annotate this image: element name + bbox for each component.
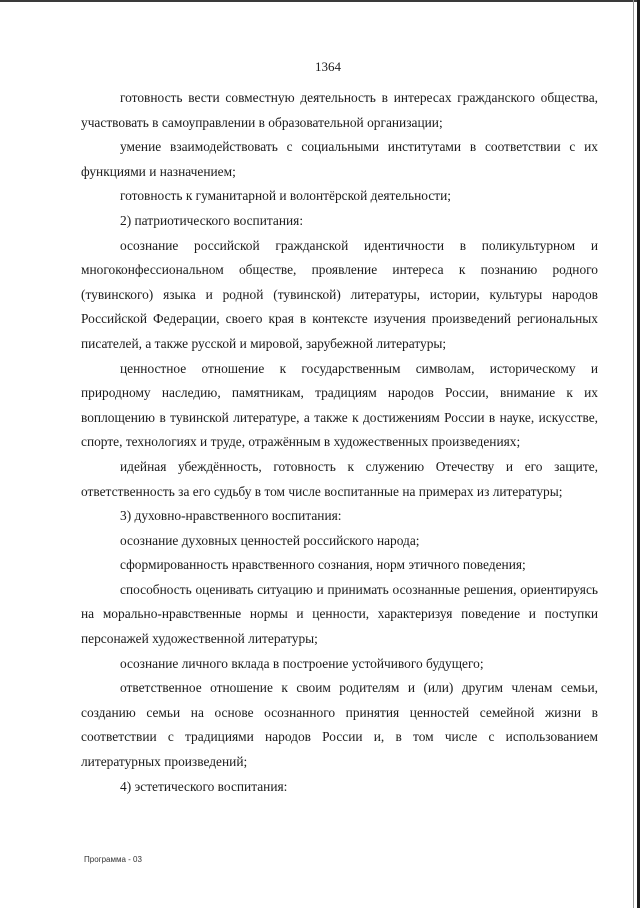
paragraph: умение взаимодействовать с социальными институтами в соответствии с их функциями и назначением; <box>81 139 598 179</box>
paragraph: готовность вести совместную деятельность в интересах гражданского общества, участвовать в самоуправлении в образовательной организации; <box>81 90 598 130</box>
paragraph: идейная убеждённость, готовность к служению Отечеству и его защите, ответственность за его судьбу в том числе воспитанные на примерах из литературы; <box>81 458 598 499</box>
scan-border-right-inner <box>633 0 634 908</box>
paragraph: способность оценивать ситуацию и принимать осознанные решения, ориентируясь на морально-нравственные нормы и ценности, характеризуя поведение и поступки персонажей художественной литературы; <box>81 581 598 647</box>
page-number: 1364 <box>315 59 341 74</box>
document-body <box>81 86 598 799</box>
paragraph: осознание личного вклада в построение устойчивого будущего; <box>120 655 484 671</box>
footer-program-code: Программа - 03 <box>84 855 142 864</box>
paragraph: ценностное отношение к государственным символам, историческому и природному наследию, памятникам, традициям народов России, внимание к их воплощению в тувинской литературе, а также к достижениям России в науке, искусстве, спорте, технологиях и труде, отражённым в художественных произведениях; <box>81 360 598 450</box>
paragraph: готовность к гуманитарной и волонтёрской деятельности; <box>120 188 452 204</box>
scan-border-top <box>0 0 640 2</box>
paragraph: осознание российской гражданской идентичности в поликультурном и многоконфессиональном обществе, проявление интереса к познанию родного (тувинского) языка и родной (тувинской) литературы, истории, культуры народов Российской Федерации, своего края в контексте изучения произведений региональных писателей, а также русской и мировой, зарубежной литературы; <box>81 237 598 351</box>
section-heading: 2) патриотического воспитания: <box>120 212 304 228</box>
paragraph: сформированность нравственного сознания, норм этичного поведения; <box>120 557 526 573</box>
paragraph: осознание духовных ценностей российского народа; <box>120 532 420 548</box>
paragraph: ответственное отношение к своим родителям и (или) другим членам семьи, созданию семьи на основе осознанного принятия ценностей семейной жизни в соответствии с традициями народов России и, в том числе с использованием литературных произведений; <box>81 680 598 770</box>
section-heading: 4) эстетического воспитания: <box>120 778 288 794</box>
section-heading: 3) духовно-нравственного воспитания: <box>120 508 342 524</box>
